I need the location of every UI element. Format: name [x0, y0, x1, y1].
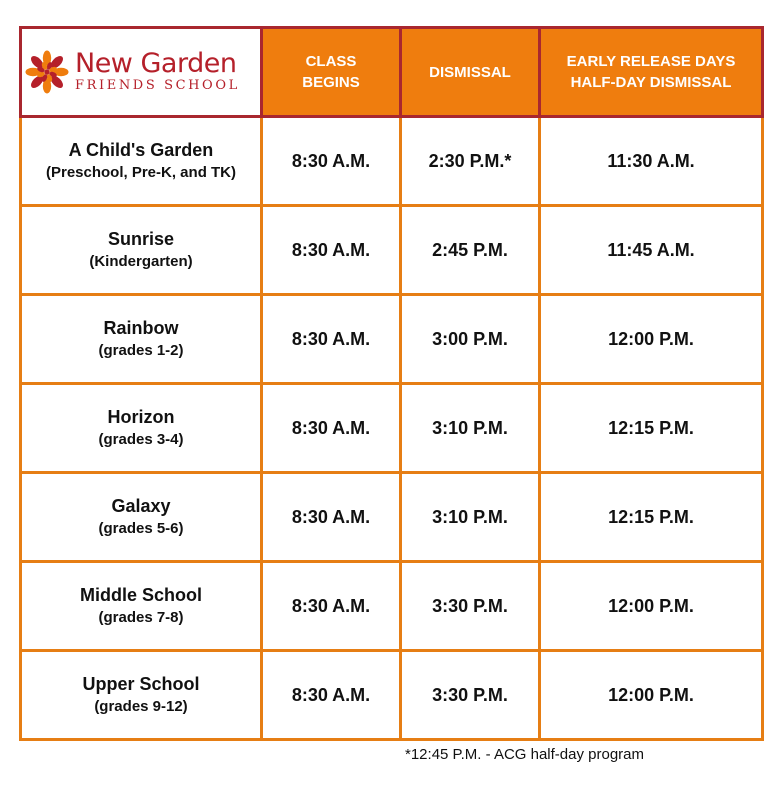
- logo-cell: [21, 28, 262, 117]
- dismissal-time: 3:10 P.M.: [401, 384, 540, 473]
- school-logo: [22, 29, 260, 115]
- group-cell: [21, 206, 262, 295]
- table-row: [21, 206, 763, 295]
- table-row: [21, 384, 763, 473]
- group-grades: (grades 7-8): [98, 609, 184, 626]
- early-release-time: 11:45 A.M.: [540, 206, 763, 295]
- early-release-time: 12:00 P.M.: [540, 562, 763, 651]
- group-grades: (Kindergarten): [89, 253, 193, 270]
- early-release-time: 12:15 P.M.: [540, 473, 763, 562]
- group-grades: (Preschool, Pre-K, and TK): [45, 164, 237, 181]
- group-cell: [21, 473, 262, 562]
- early-release-time: 12:00 P.M.: [540, 651, 763, 740]
- header-class-begins-line1: CLASS: [305, 53, 357, 70]
- header-early-release-line2: HALF-DAY DISMISSAL: [570, 74, 732, 91]
- class-begins-time: 8:30 A.M.: [262, 651, 401, 740]
- group-grades: (grades 3-4): [98, 431, 184, 448]
- dismissal-time: 3:10 P.M.: [401, 473, 540, 562]
- dismissal-time: 3:30 P.M.: [401, 651, 540, 740]
- header-class-begins: [262, 28, 401, 117]
- group-cell: [21, 562, 262, 651]
- logo-title: New Garden: [75, 48, 237, 79]
- table-row: [21, 651, 763, 740]
- logo-subtitle: FRIENDS SCHOOL: [75, 78, 240, 93]
- footnote: *12:45 P.M. - ACG half-day program: [405, 746, 645, 763]
- dismissal-time: 2:30 P.M.*: [401, 117, 540, 206]
- early-release-time: 12:00 P.M.: [540, 295, 763, 384]
- dismissal-time: 3:30 P.M.: [401, 562, 540, 651]
- header-row: [21, 28, 763, 117]
- group-name: Middle School: [79, 585, 202, 605]
- class-begins-time: 8:30 A.M.: [262, 295, 401, 384]
- group-cell: [21, 384, 262, 473]
- dismissal-time: 2:45 P.M.: [401, 206, 540, 295]
- class-begins-time: 8:30 A.M.: [262, 384, 401, 473]
- header-dismissal-label: DISMISSAL: [429, 63, 511, 81]
- group-name: Sunrise: [107, 229, 175, 249]
- early-release-time: 12:15 P.M.: [540, 384, 763, 473]
- group-cell: [21, 651, 262, 740]
- early-release-time: 11:30 A.M.: [540, 117, 763, 206]
- class-begins-time: 8:30 A.M.: [262, 473, 401, 562]
- table-row: [21, 295, 763, 384]
- header-class-begins-line2: BEGINS: [302, 74, 360, 91]
- group-name: A Child's Garden: [68, 140, 214, 160]
- header-early-release-line1: EARLY RELEASE DAYS: [566, 53, 736, 70]
- header-early-release: [540, 28, 763, 117]
- table-row: [21, 473, 763, 562]
- dismissal-time: 3:00 P.M.: [401, 295, 540, 384]
- class-begins-time: 8:30 A.M.: [262, 206, 401, 295]
- group-name: Horizon: [107, 407, 175, 427]
- group-grades: (grades 1-2): [98, 342, 184, 359]
- group-cell: [21, 295, 262, 384]
- group-grades: (grades 5-6): [98, 520, 184, 537]
- group-cell: [21, 117, 262, 206]
- schedule-table: [19, 26, 764, 741]
- group-grades: (grades 9-12): [94, 698, 188, 715]
- table-row: [21, 117, 763, 206]
- group-name: Rainbow: [103, 318, 179, 338]
- table-row: [21, 562, 763, 651]
- class-begins-time: 8:30 A.M.: [262, 562, 401, 651]
- group-name: Upper School: [82, 674, 200, 694]
- class-begins-time: 8:30 A.M.: [262, 117, 401, 206]
- group-name: Galaxy: [111, 496, 171, 516]
- flower-icon: [24, 49, 70, 95]
- header-dismissal: [401, 28, 540, 117]
